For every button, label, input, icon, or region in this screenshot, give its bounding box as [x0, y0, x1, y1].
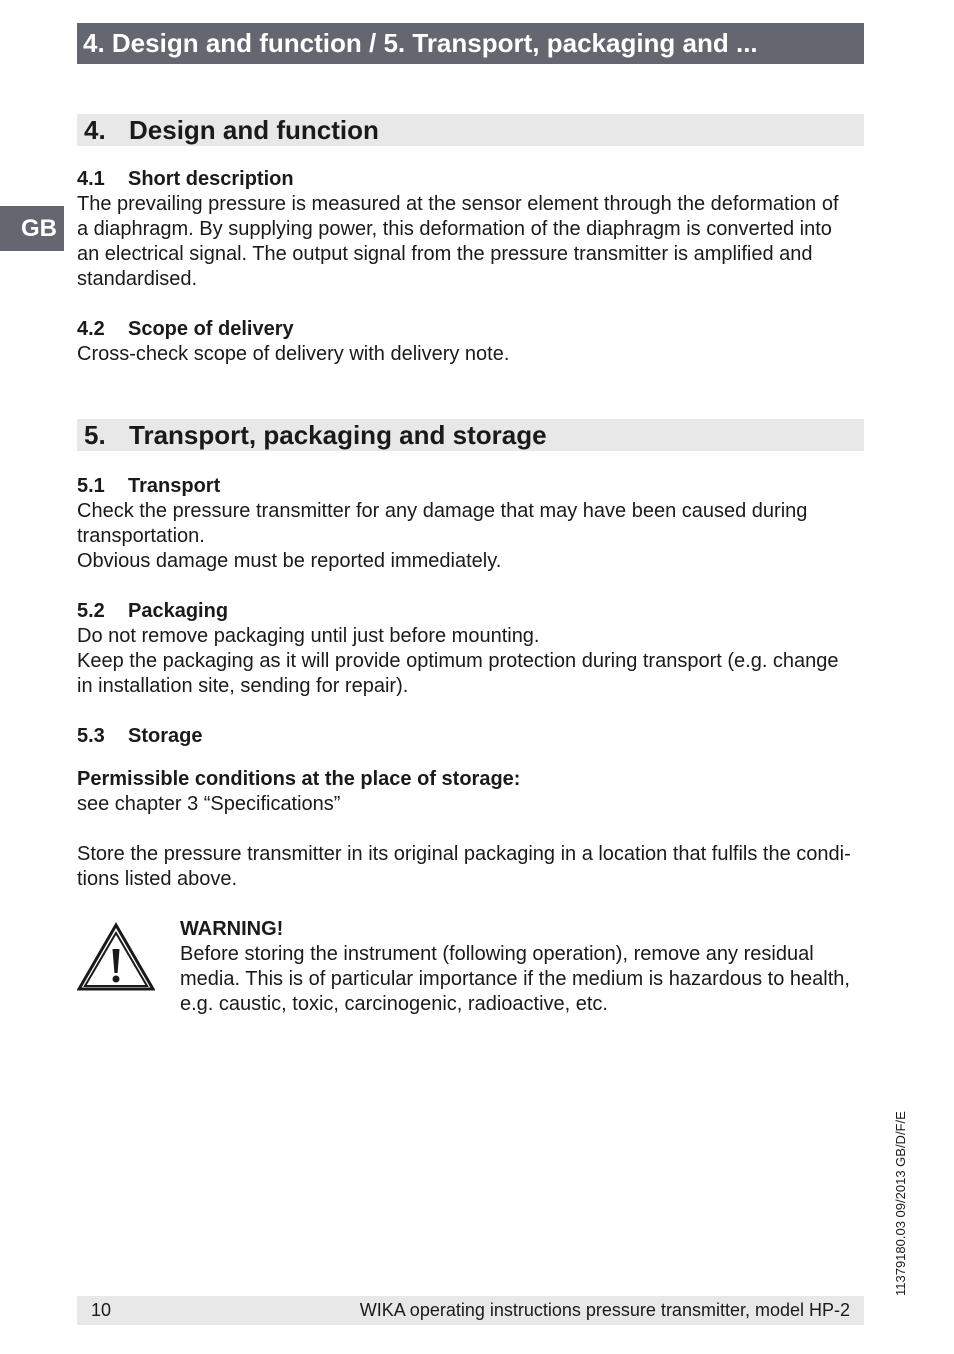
page-footer — [77, 1296, 864, 1325]
packaging-paragraph — [77, 624, 867, 699]
language-tab-label: GB — [21, 215, 57, 242]
document-code: 11379180.03 09/2013 GB/D/F/E — [893, 1111, 908, 1296]
paragraph-line: an electrical signal. The output signal from the pressure transmitter is amplified and — [77, 243, 813, 265]
subsection-4-1-title: Short description — [128, 168, 294, 190]
page-header-bar — [77, 23, 864, 64]
page-number: 10 — [91, 1300, 112, 1320]
subsection-5-1-title: Transport — [128, 475, 221, 497]
storage-instructions-paragraph — [77, 842, 867, 892]
storage-conditions-reference: see chapter 3 “Specifications” — [77, 793, 341, 815]
storage-conditions-heading: Permissible conditions at the place of storage: — [77, 768, 521, 790]
paragraph-line: Cross-check scope of delivery with delivery note. — [77, 343, 510, 365]
subsection-5-2-heading — [77, 599, 228, 624]
section-5-number: 5. — [84, 420, 106, 450]
warning-line: Before storing the instrument (following operation), remove any residual — [180, 943, 814, 965]
page-header-title: 4. Design and function / 5. Transport, packaging and ... — [83, 28, 758, 58]
paragraph-line: tions listed above. — [77, 868, 238, 890]
section-4-title: Design and function — [129, 115, 379, 145]
section-5-heading — [77, 419, 864, 451]
subsection-5-1-number: 5.1 — [77, 475, 105, 497]
paragraph-line: Keep the packaging as it will provide optimum protection during transport (e.g. change — [77, 650, 839, 672]
short-description-paragraph — [77, 192, 867, 292]
subsection-4-2-title: Scope of delivery — [128, 318, 294, 340]
storage-conditions-paragraph — [77, 767, 867, 817]
subsection-5-3-title: Storage — [128, 725, 203, 747]
section-4-number: 4. — [84, 115, 106, 145]
paragraph-line: in installation site, sending for repair). — [77, 675, 409, 697]
section-4-heading — [77, 114, 864, 146]
paragraph-line: The prevailing pressure is measured at the sensor element through the deformation of — [77, 193, 839, 215]
subsection-5-3-number: 5.3 — [77, 725, 105, 747]
subsection-4-1-number: 4.1 — [77, 168, 105, 190]
transport-paragraph — [77, 499, 867, 574]
section-5-title: Transport, packaging and storage — [129, 420, 547, 450]
paragraph-line: standardised. — [77, 268, 198, 290]
paragraph-line: Store the pressure transmitter in its original packaging in a location that fulfils the condi- — [77, 843, 851, 865]
paragraph-line: Obvious damage must be reported immediately. — [77, 550, 502, 572]
subsection-5-2-title: Packaging — [128, 600, 229, 622]
warning-block — [180, 917, 850, 1017]
warning-line: e.g. caustic, toxic, carcinogenic, radioactive, etc. — [180, 993, 608, 1015]
paragraph-line: Do not remove packaging until just before mounting. — [77, 625, 540, 647]
subsection-4-2-number: 4.2 — [77, 318, 105, 340]
subsection-5-3-heading — [77, 724, 202, 749]
subsection-4-2-heading — [77, 317, 294, 342]
warning-triangle-icon — [77, 922, 155, 992]
subsection-4-1-heading — [77, 167, 294, 192]
paragraph-line: Check the pressure transmitter for any damage that may have been caused during — [77, 500, 808, 522]
subsection-5-1-heading — [77, 474, 220, 499]
language-tab — [0, 206, 64, 251]
paragraph-line: a diaphragm. By supplying power, this deformation of the diaphragm is converted into — [77, 218, 832, 240]
paragraph-line: transportation. — [77, 525, 205, 547]
warning-line: media. This is of particular importance if the medium is hazardous to health, — [180, 968, 850, 990]
warning-heading: WARNING! — [180, 918, 284, 940]
footer-title: WIKA operating instructions pressure transmitter, model HP-2 — [359, 1300, 850, 1320]
scope-of-delivery-paragraph — [77, 342, 867, 367]
subsection-5-2-number: 5.2 — [77, 600, 105, 622]
